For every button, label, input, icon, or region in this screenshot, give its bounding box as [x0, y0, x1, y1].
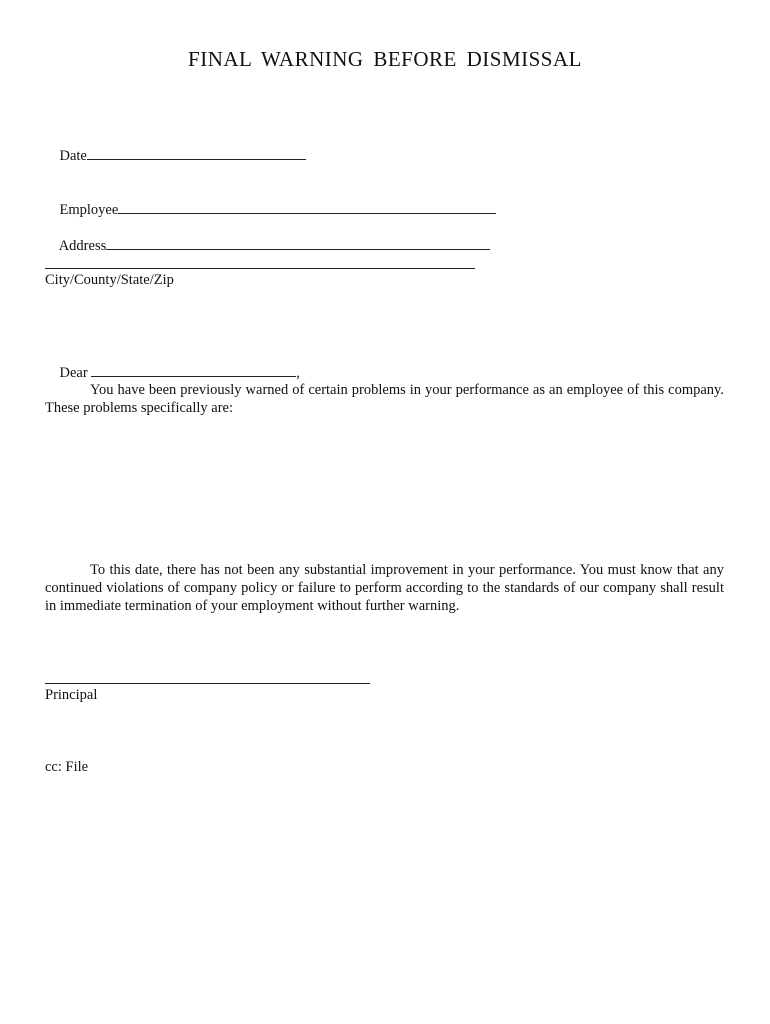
address-label: Address: [58, 238, 107, 254]
employee-blank[interactable]: [118, 199, 496, 214]
date-line: [45, 128, 306, 182]
signature-blank[interactable]: [45, 683, 370, 684]
address-blank[interactable]: [106, 235, 490, 250]
warning-paragraph: To this date, there has not been any substantial improvement in your performance. You must know that any continued violations of company policy or failure to perform according to the standards of our company shall result in immediate termination of your employment without further warning.: [45, 562, 724, 614]
city-blank[interactable]: [45, 268, 475, 269]
dear-comma: ,: [296, 365, 300, 381]
city-label: City/County/State/Zip: [45, 272, 174, 288]
document-title: FINAL WARNING BEFORE DISMISSAL: [188, 47, 582, 71]
employee-label: Employee: [59, 202, 119, 218]
recipient-blank[interactable]: [91, 362, 296, 377]
signature-role: Principal: [45, 687, 98, 703]
intro-paragraph: You have been previously warned of certain problems in your performance as an employee of this company. These problems specifically are:: [45, 382, 724, 416]
dear-label: Dear: [59, 365, 88, 381]
date-label: Date: [59, 148, 87, 164]
date-blank[interactable]: [87, 145, 306, 160]
address-line: [45, 218, 490, 272]
cc-line: cc: File: [45, 759, 89, 775]
